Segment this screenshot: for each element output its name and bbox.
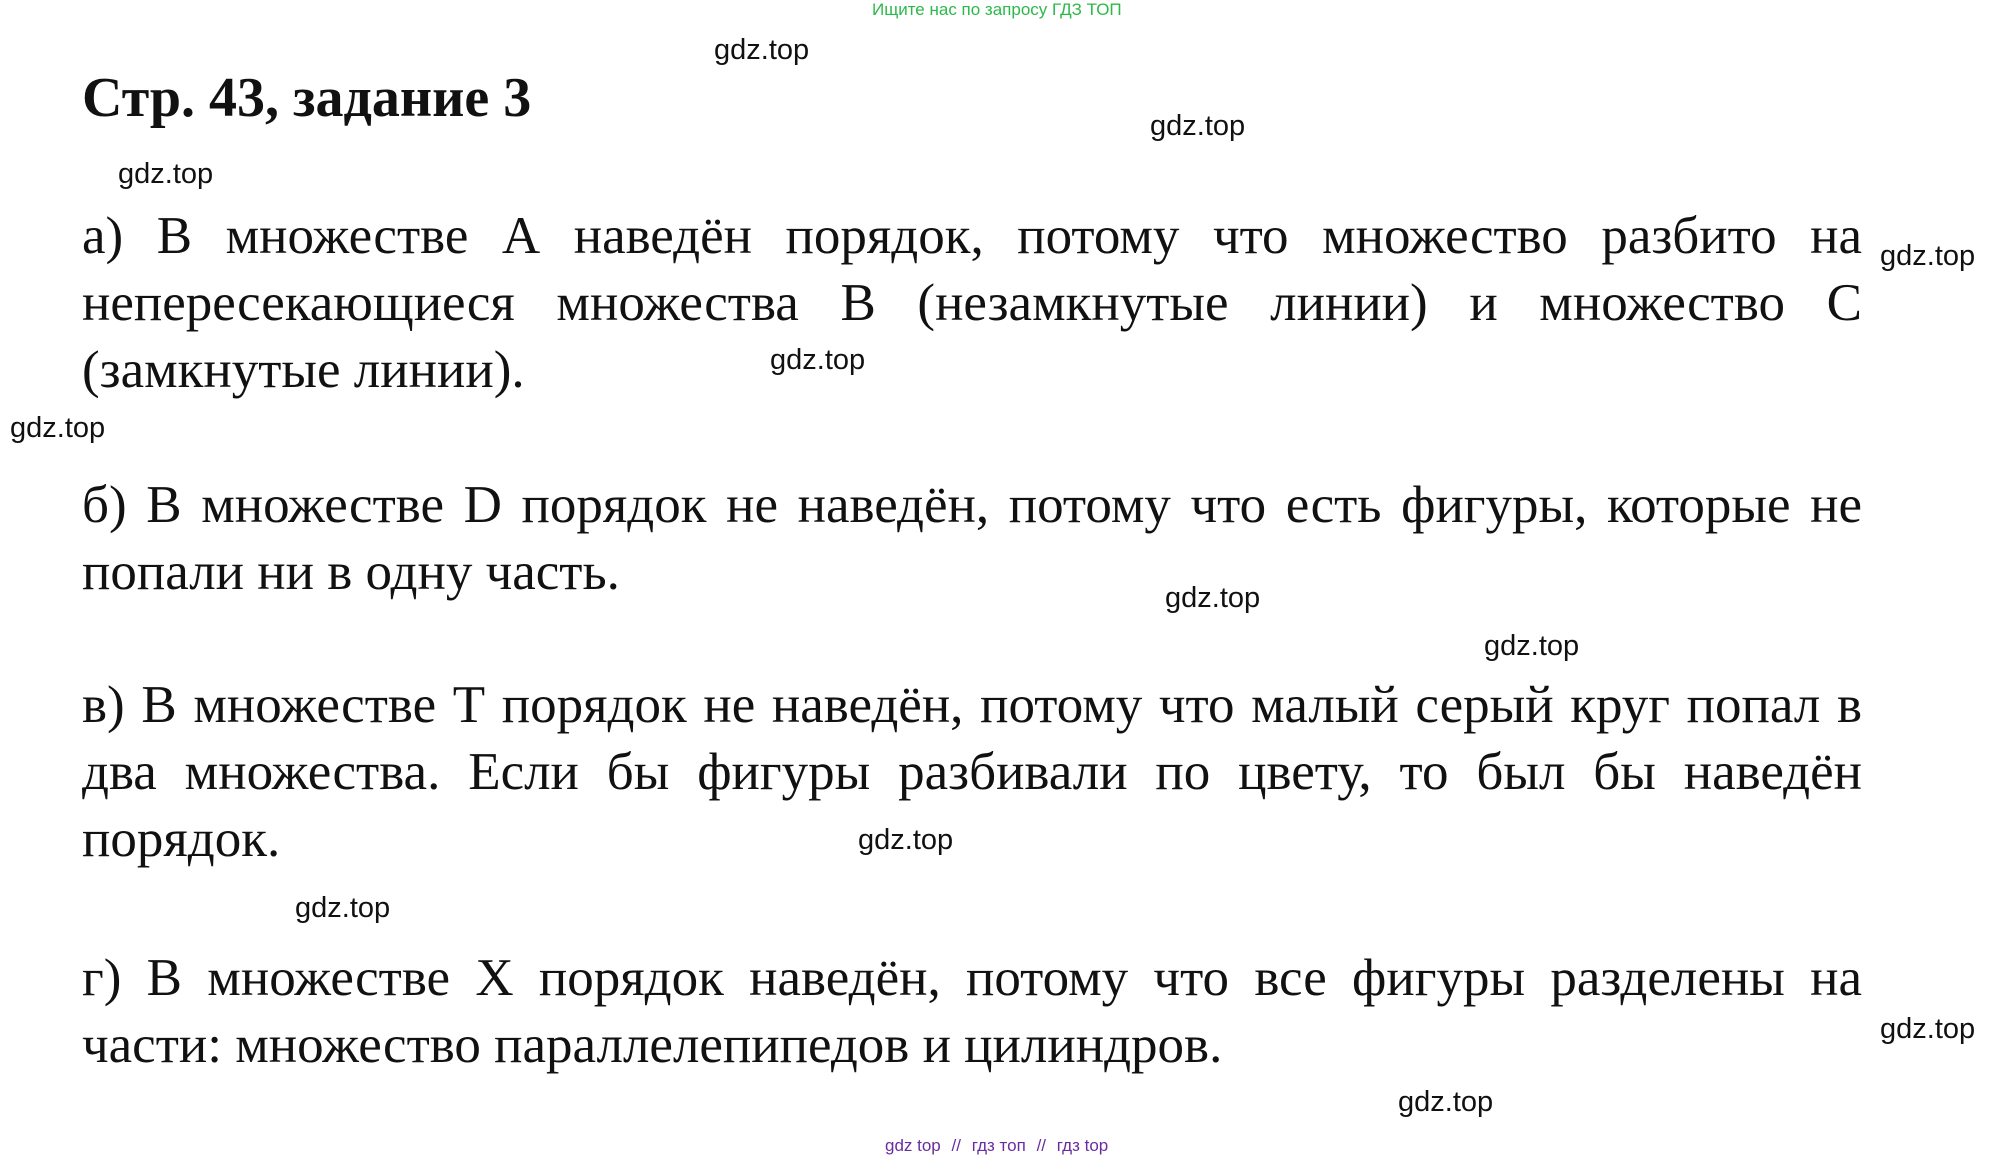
search-hint-banner: Ищите нас по запросу ГДЗ ТОП xyxy=(872,0,1122,19)
answer-paragraph-b: б) В множестве D порядок не наведён, потому что есть фигуры, которые не попали ни в одну часть. xyxy=(82,476,1862,601)
watermark: gdz.top xyxy=(118,158,214,190)
footer-link-gdz-top-mixed[interactable]: гдз top xyxy=(1056,1136,1109,1155)
watermark: gdz.top xyxy=(714,34,810,66)
footer-link-gdz-top[interactable]: gdz top xyxy=(885,1136,941,1155)
watermark: gdz.top xyxy=(1880,1013,1976,1045)
watermark: gdz.top xyxy=(1150,110,1246,142)
watermark: gdz.top xyxy=(770,344,866,376)
watermark: gdz.top xyxy=(10,412,106,444)
watermark: gdz.top xyxy=(1484,630,1580,662)
footer-link-gdz-top-ru[interactable]: гдз топ xyxy=(971,1136,1026,1155)
footer-links xyxy=(885,1136,1108,1156)
answer-paragraph-a: а) В множестве А наведён порядок, потому что множество разбито на непересекающиеся множества В (незамкнутые линии) и множество С (замкнутые линии). xyxy=(82,207,1862,399)
watermark: gdz.top xyxy=(1165,582,1261,614)
watermark: gdz.top xyxy=(295,892,391,924)
footer-separator: // xyxy=(951,1136,961,1155)
answer-paragraph-d: г) В множестве X порядок наведён, потому что все фигуры разделены на части: множество параллелепипедов и цилиндров. xyxy=(82,949,1862,1074)
footer-separator: // xyxy=(1036,1136,1047,1155)
watermark: gdz.top xyxy=(1398,1086,1494,1118)
watermark: gdz.top xyxy=(1880,240,1976,272)
answer-paragraph-c: в) В множестве Т порядок не наведён, потому что малый серый круг попал в два множества. Если бы фигуры разбивали по цвету, то был бы наведён порядок. xyxy=(82,676,1862,868)
watermark: gdz.top xyxy=(858,824,954,856)
page-title: Стр. 43, задание 3 xyxy=(82,67,532,129)
